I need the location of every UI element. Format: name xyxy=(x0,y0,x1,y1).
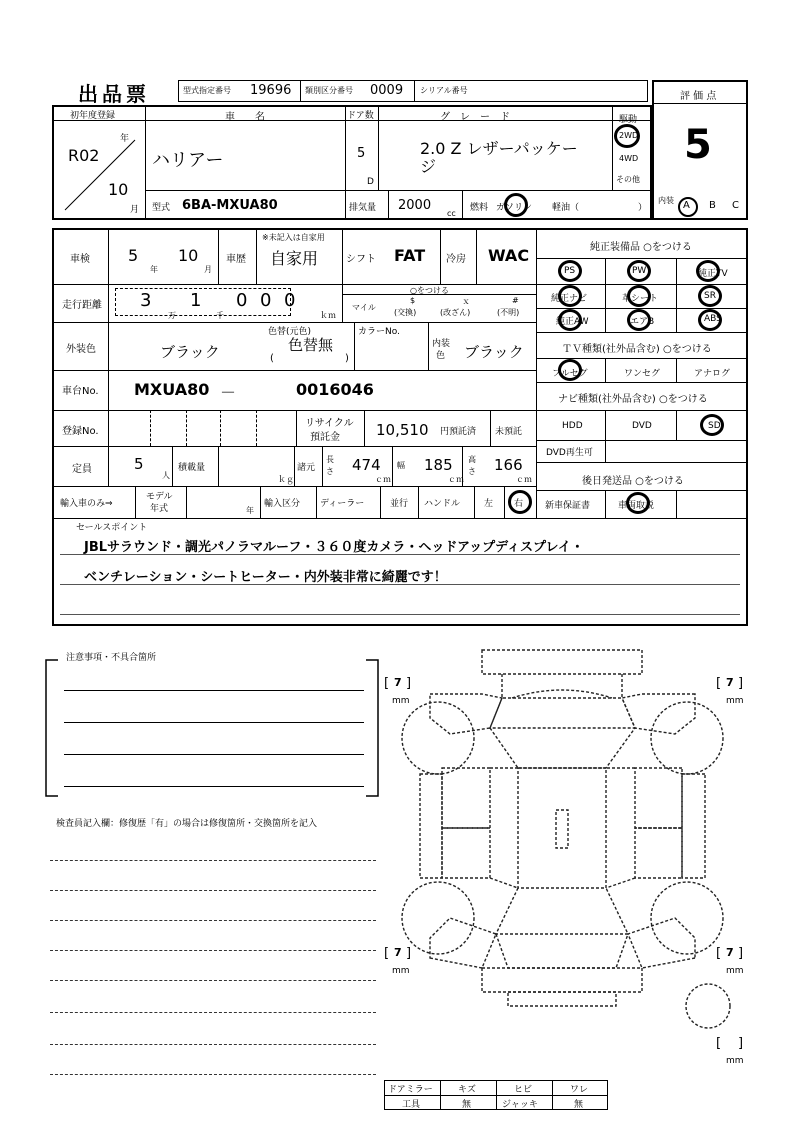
model-code: 6BA-MXUA80 xyxy=(182,198,278,213)
dims-label: 諸元 xyxy=(297,463,316,473)
equipment-title: 純正装備品 ○をつける xyxy=(590,242,692,253)
equip-airbag-circle xyxy=(627,309,651,331)
class-no: 0009 xyxy=(370,83,404,98)
recycle-not-deposited: 未預託 xyxy=(495,427,523,437)
equip-tv-circle xyxy=(696,260,720,282)
capacity-label: 定員 xyxy=(72,464,92,475)
first-reg-label: 初年度登録 xyxy=(70,111,116,121)
car-name-label: 車 名 xyxy=(225,112,265,123)
mileage-d3: 0 xyxy=(236,290,248,311)
car-diagram xyxy=(390,638,735,1036)
drive-4wd: 4WD xyxy=(619,154,639,163)
grade-line2: ジ xyxy=(420,157,437,176)
length-value: 474 xyxy=(352,456,381,474)
serial-label: シリアル番号 xyxy=(420,86,468,95)
model-year-label2: 年式 xyxy=(150,504,169,514)
navi-dvd-play: DVD再生可 xyxy=(546,448,593,458)
legend-scratch: キズ xyxy=(458,1085,476,1095)
tread-fr-bracket-close: ] xyxy=(738,676,744,691)
interior-c: C xyxy=(732,200,739,211)
tread-fl-bracket-close: ] xyxy=(406,676,412,691)
chassis-dash: － xyxy=(220,383,237,402)
model-year-unit: 年 xyxy=(246,506,254,515)
mileage-man: 万 xyxy=(168,311,176,320)
tread-rl-bracket: [ xyxy=(384,946,390,961)
sales-line2: ベンチレーション・シートヒーター・内外装非常に綺麗です！ xyxy=(84,570,447,585)
tread-spare-bracket: [ xyxy=(716,1036,722,1051)
grade-line1: 2.0 Z レザーパッケー xyxy=(420,139,578,158)
inspection-label: 車検 xyxy=(70,254,90,265)
height-label2: さ xyxy=(468,467,476,476)
mileage-d4: 0 xyxy=(260,290,272,311)
navi-title: ナビ種類(社外品含む) ○をつける xyxy=(558,394,708,405)
equip-abs-circle xyxy=(698,309,722,331)
recycle-amount: 10,510 xyxy=(376,421,429,439)
color-value: ブラック xyxy=(160,343,220,361)
color-no-label: カラーNo. xyxy=(358,327,400,337)
recycle-label1: リサイクル xyxy=(305,418,354,429)
mileage-unknown: (不明) xyxy=(497,308,520,317)
import-label: 輸入車のみ⇒ xyxy=(60,499,113,509)
first-reg-month: 10 xyxy=(108,180,129,199)
tread-spare-bracket-close: ] xyxy=(738,1036,744,1051)
tv-fullseg: フルセグ xyxy=(552,369,588,379)
handle-left: 左 xyxy=(484,499,494,509)
fuel-label: 燃料 xyxy=(470,203,489,213)
ac-label: 冷房 xyxy=(446,254,466,265)
sales-line1: JBLサラウンド・調光パノラマルーフ・３６０度カメラ・ヘッドアップディスプレイ・ xyxy=(84,540,584,555)
interior-color-label2: 色 xyxy=(436,351,446,361)
class-no-label: 類別区分番号 xyxy=(305,86,353,95)
chassis-number: 0016046 xyxy=(296,380,374,399)
type-no: 19696 xyxy=(250,83,292,98)
tread-fr-unit: mm xyxy=(726,696,744,706)
later-warranty: 新車保証書 xyxy=(545,501,591,511)
interior-a-circle xyxy=(678,197,698,217)
length-label1: 長 xyxy=(326,455,334,464)
equip-aw: 純正AW xyxy=(556,317,589,327)
sales-label: セールスポイント xyxy=(76,523,148,533)
recycle-label2: 預託金 xyxy=(310,432,340,443)
date-slash xyxy=(60,135,140,215)
equip-navi-circle xyxy=(558,285,582,307)
fuel-gas: ガソリン xyxy=(496,203,533,213)
mileage-sen: 千 xyxy=(216,311,224,320)
score-label: 評 価 点 xyxy=(680,91,717,102)
chassis-model: MXUA80 xyxy=(134,380,210,399)
equip-sr-circle xyxy=(698,285,722,307)
mileage-circle-note: ○をつける xyxy=(410,286,449,295)
equip-ps-circle xyxy=(558,260,582,282)
equip-navi: 純正ナビ xyxy=(551,294,588,304)
navi-sd-circle xyxy=(700,414,724,436)
tread-fr: 7 xyxy=(726,676,734,689)
equip-ps: PS xyxy=(564,266,576,276)
length-label2: さ xyxy=(326,467,334,476)
height-value: 166 xyxy=(494,456,523,474)
equip-airbag: エアB xyxy=(630,317,655,327)
grade-label: グ レ ー ド xyxy=(440,112,510,123)
tread-rr-bracket: [ xyxy=(716,946,722,961)
model-year-label1: モデル xyxy=(146,492,173,502)
equip-tv: 純正TV xyxy=(698,269,728,279)
door-d: D xyxy=(367,177,374,187)
tread-rl: 7 xyxy=(394,946,402,959)
inspection-year: 5 xyxy=(128,246,139,265)
score-value: 5 xyxy=(684,122,712,168)
mileage-mile: マイル xyxy=(352,303,376,312)
equip-aw-circle xyxy=(558,309,582,331)
legend-door-mirror: ドアミラー xyxy=(388,1085,433,1095)
tv-analog: アナログ xyxy=(694,369,731,379)
color-change-label: 色替(元色) xyxy=(268,327,312,337)
fuel-diesel: 軽油（ xyxy=(552,203,580,213)
tv-fullseg-circle xyxy=(558,359,582,381)
legend-jack-value: 無 xyxy=(574,1100,584,1110)
load-label: 積載量 xyxy=(178,463,206,473)
shift-label: シフト xyxy=(346,254,376,265)
tread-rr: 7 xyxy=(726,946,734,959)
ac-value: WAC xyxy=(488,246,530,265)
history-label: 車歴 xyxy=(226,254,246,265)
import-class-label: 輸入区分 xyxy=(264,499,301,509)
tread-fl-unit: mm xyxy=(392,696,410,706)
interior-b: B xyxy=(709,200,716,211)
mileage-unknown-sym: # xyxy=(512,296,519,305)
recycle-yen: 円預託済 xyxy=(440,427,477,437)
caution-label: 注意事項・不具合箇所 xyxy=(66,653,157,663)
cc-unit: cc xyxy=(447,209,456,218)
equip-pw: PW xyxy=(632,266,647,276)
drive-other: その他 xyxy=(616,175,640,184)
tread-rr-unit: mm xyxy=(726,966,744,976)
handle-label: ハンドル xyxy=(424,499,461,509)
shift-value: FAT xyxy=(394,246,426,265)
color-paren-open: ( xyxy=(270,353,274,364)
caution-bracket xyxy=(44,658,384,800)
fuel-gas-circle xyxy=(504,193,528,217)
inspector-label: 検査員記入欄：修復歴「有」の場合は修復箇所・交換箇所を記入 xyxy=(56,819,318,829)
year-unit: 年 xyxy=(120,134,130,144)
tv-oneseg: ワンセグ xyxy=(624,369,661,379)
width-cm: ｃｍ xyxy=(448,475,464,484)
interior-color-label1: 内装 xyxy=(432,339,451,349)
mileage-d2: 1 xyxy=(190,290,202,311)
color-label: 外装色 xyxy=(66,344,96,355)
navi-dvd: DVD xyxy=(632,421,652,431)
inspection-month: 10 xyxy=(178,246,199,265)
sheet-title: 出品票 xyxy=(78,82,150,106)
model-label: 型式 xyxy=(152,203,171,213)
interior-color-value: ブラック xyxy=(464,343,524,361)
door-label: ドア数 xyxy=(347,111,374,121)
navi-hdd: HDD xyxy=(562,421,583,431)
mileage-modified-sym: ｘ xyxy=(462,297,470,306)
chassis-label: 車台No. xyxy=(62,386,99,397)
length-cm: ｃｍ xyxy=(375,475,391,484)
later-title: 後日発送品 ○をつける xyxy=(582,476,684,487)
mileage-exchange-sym: $ xyxy=(410,296,416,305)
history-note: ※未記入は自家用 xyxy=(262,233,325,242)
legend-break: ワレ xyxy=(570,1085,589,1095)
tread-rl-unit: mm xyxy=(392,966,410,976)
interior-a: A xyxy=(683,200,690,211)
handle-right-circle xyxy=(508,490,532,514)
height-cm: ｃｍ xyxy=(516,475,532,484)
tread-rl-bracket-close: ] xyxy=(406,946,412,961)
fuel-paren-close: ） xyxy=(638,203,648,213)
type-no-label: 型式指定番号 xyxy=(183,86,231,95)
equip-abs: ABS xyxy=(704,314,722,324)
displacement: 2000 xyxy=(398,198,432,213)
handle-right: 右 xyxy=(514,499,524,509)
tread-fr-bracket: [ xyxy=(716,676,722,691)
legend-jack: ジャッキ xyxy=(502,1100,538,1110)
legend-tools-value: 無 xyxy=(462,1100,472,1110)
month-unit: 月 xyxy=(130,205,140,215)
registration-label: 登録No. xyxy=(62,426,99,437)
load-kg: ｋｇ xyxy=(278,475,294,484)
inspection-year-unit: 年 xyxy=(150,265,158,274)
mileage-d5: 0 xyxy=(284,290,296,311)
mileage-km: ｋｍ xyxy=(320,311,336,320)
width-value: 185 xyxy=(424,456,453,474)
drive-2wd-circle xyxy=(614,124,640,148)
mileage-d1: 3 xyxy=(140,290,152,311)
equip-leather: 革シート xyxy=(622,294,659,304)
first-reg-era: R02 xyxy=(68,146,100,165)
width-label: 幅 xyxy=(397,461,405,470)
legend-crack: ヒビ xyxy=(514,1085,533,1095)
tread-rr-bracket-close: ] xyxy=(738,946,744,961)
mileage-label: 走行距離 xyxy=(62,300,102,311)
history-value: 自家用 xyxy=(270,249,319,268)
color-paren-close: ) xyxy=(345,353,349,364)
interior-label: 内装 xyxy=(658,196,674,205)
height-label1: 高 xyxy=(468,455,476,464)
later-manual-circle xyxy=(626,492,650,514)
drive-label: 駆動 xyxy=(619,115,638,125)
capacity-value: 5 xyxy=(134,455,144,473)
navi-sd: SD xyxy=(708,421,721,431)
tread-spare-unit: mm xyxy=(726,1056,744,1066)
capacity-unit: 人 xyxy=(162,471,170,480)
mileage-exchange: (交換) xyxy=(394,308,417,317)
legend-tools: 工具 xyxy=(402,1100,421,1110)
displacement-label: 排気量 xyxy=(349,203,377,213)
later-manual: 車両取説 xyxy=(618,501,655,511)
tv-title: ＴＶ種類(社外品含む) ○をつける xyxy=(562,344,712,355)
equip-pw-circle xyxy=(627,260,651,282)
import-parallel: 並行 xyxy=(390,499,409,509)
tread-fl: 7 xyxy=(394,676,402,689)
color-change-value: 色替無 xyxy=(288,336,334,354)
equip-leather-circle xyxy=(627,285,651,307)
equip-sr: SR xyxy=(704,291,716,301)
header-id-bar xyxy=(178,80,648,102)
car-name: ハリアー xyxy=(152,150,224,171)
inspection-month-unit: 月 xyxy=(204,265,212,274)
mileage-modified: (改ざん) xyxy=(440,308,471,317)
tread-fl-bracket: [ xyxy=(384,676,390,691)
drive-2wd: 2WD xyxy=(619,131,639,140)
import-dealer: ディーラー xyxy=(320,499,365,509)
door-count: 5 xyxy=(357,146,366,161)
